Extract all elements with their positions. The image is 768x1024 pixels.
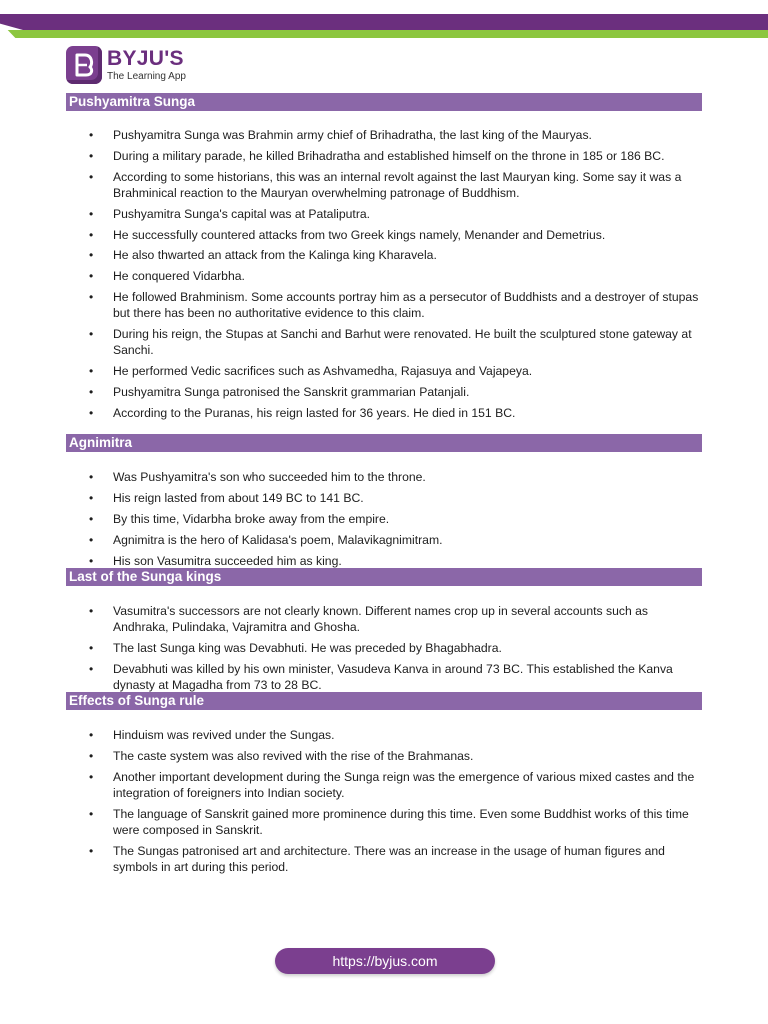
list-item: • Devabhuti was killed by his own minister, Vasudeva Kanva in around 73 BC. This established the Kanva dynasty at Magadha from 73 to 28 BC. xyxy=(66,661,702,693)
list-item: • During a military parade, he killed Brihadratha and established himself on the throne in 185 or 186 BC. xyxy=(66,148,702,164)
section-heading: Effects of Sunga rule xyxy=(66,692,702,710)
section-effects-sunga-rule xyxy=(66,692,702,879)
brand-tagline: The Learning App xyxy=(107,71,186,82)
list-item: • The Sungas patronised art and architecture. There was an increase in the usage of human figures and symbols in art during this period. xyxy=(66,843,702,875)
section-heading: Agnimitra xyxy=(66,434,702,452)
list-item: • Agnimitra is the hero of Kalidasa's poem, Malavikagnimitram. xyxy=(66,532,702,548)
list-item: • Was Pushyamitra's son who succeeded him to the throne. xyxy=(66,469,702,485)
bullet-list xyxy=(66,469,702,569)
list-item: • Hinduism was revived under the Sungas. xyxy=(66,727,702,743)
list-item: • The last Sunga king was Devabhuti. He was preceded by Bhagabhadra. xyxy=(66,640,702,656)
list-item: • He followed Brahminism. Some accounts portray him as a persecutor of Buddhists and a destroyer of stupas but there has been no authoritative evidence to this claim. xyxy=(66,289,702,321)
byjus-logo xyxy=(66,44,186,86)
header-band-green xyxy=(0,30,768,38)
bullet-list xyxy=(66,727,702,875)
list-item: • He successfully countered attacks from two Greek kings namely, Menander and Demetrius. xyxy=(66,227,702,243)
list-item: • Pushyamitra Sunga's capital was at Pataliputra. xyxy=(66,206,702,222)
list-item: • He also thwarted an attack from the Kalinga king Kharavela. xyxy=(66,247,702,263)
header-band-purple xyxy=(0,14,768,30)
list-item: • He performed Vedic sacrifices such as Ashvamedha, Rajasuya and Vajapeya. xyxy=(66,363,702,379)
list-item: • His son Vasumitra succeeded him as king. xyxy=(66,553,702,569)
footer-url-link[interactable]: https://byjus.com xyxy=(275,948,495,974)
list-item: • He conquered Vidarbha. xyxy=(66,268,702,284)
list-item: • According to some historians, this was an internal revolt against the last Mauryan king. Some say it was a Brahminical reaction to the Mauryan overwhelming patronage of Buddhism. xyxy=(66,169,702,201)
bullet-list xyxy=(66,603,702,693)
list-item: • By this time, Vidarbha broke away from the empire. xyxy=(66,511,702,527)
list-item: • Pushyamitra Sunga patronised the Sanskrit grammarian Patanjali. xyxy=(66,384,702,400)
section-pushyamitra-sunga xyxy=(66,93,702,426)
section-last-sunga-kings xyxy=(66,568,702,698)
list-item: • Another important development during the Sunga reign was the emergence of various mixed castes and the integration of foreigners into Indian society. xyxy=(66,769,702,801)
list-item: • According to the Puranas, his reign lasted for 36 years. He died in 151 BC. xyxy=(66,405,702,421)
list-item: • The language of Sanskrit gained more prominence during this time. Even some Buddhist works of this time were composed in Sanskrit. xyxy=(66,806,702,838)
list-item: • The caste system was also revived with the rise of the Brahmanas. xyxy=(66,748,702,764)
section-agnimitra xyxy=(66,434,702,573)
section-heading: Pushyamitra Sunga xyxy=(66,93,702,111)
list-item: • His reign lasted from about 149 BC to 141 BC. xyxy=(66,490,702,506)
list-item: • Pushyamitra Sunga was Brahmin army chief of Brihadratha, the last king of the Mauryas. xyxy=(66,127,702,143)
section-heading: Last of the Sunga kings xyxy=(66,568,702,586)
brand-name: BYJU'S xyxy=(107,47,184,70)
list-item: • During his reign, the Stupas at Sanchi and Barhut were renovated. He built the sculptured stone gateway at Sanchi. xyxy=(66,326,702,358)
bullet-list xyxy=(66,127,702,421)
list-item: • Vasumitra's successors are not clearly known. Different names crop up in several accounts such as Andhraka, Pulindaka, Vajramitra and Ghosha. xyxy=(66,603,702,635)
byjus-b-icon xyxy=(66,46,102,84)
